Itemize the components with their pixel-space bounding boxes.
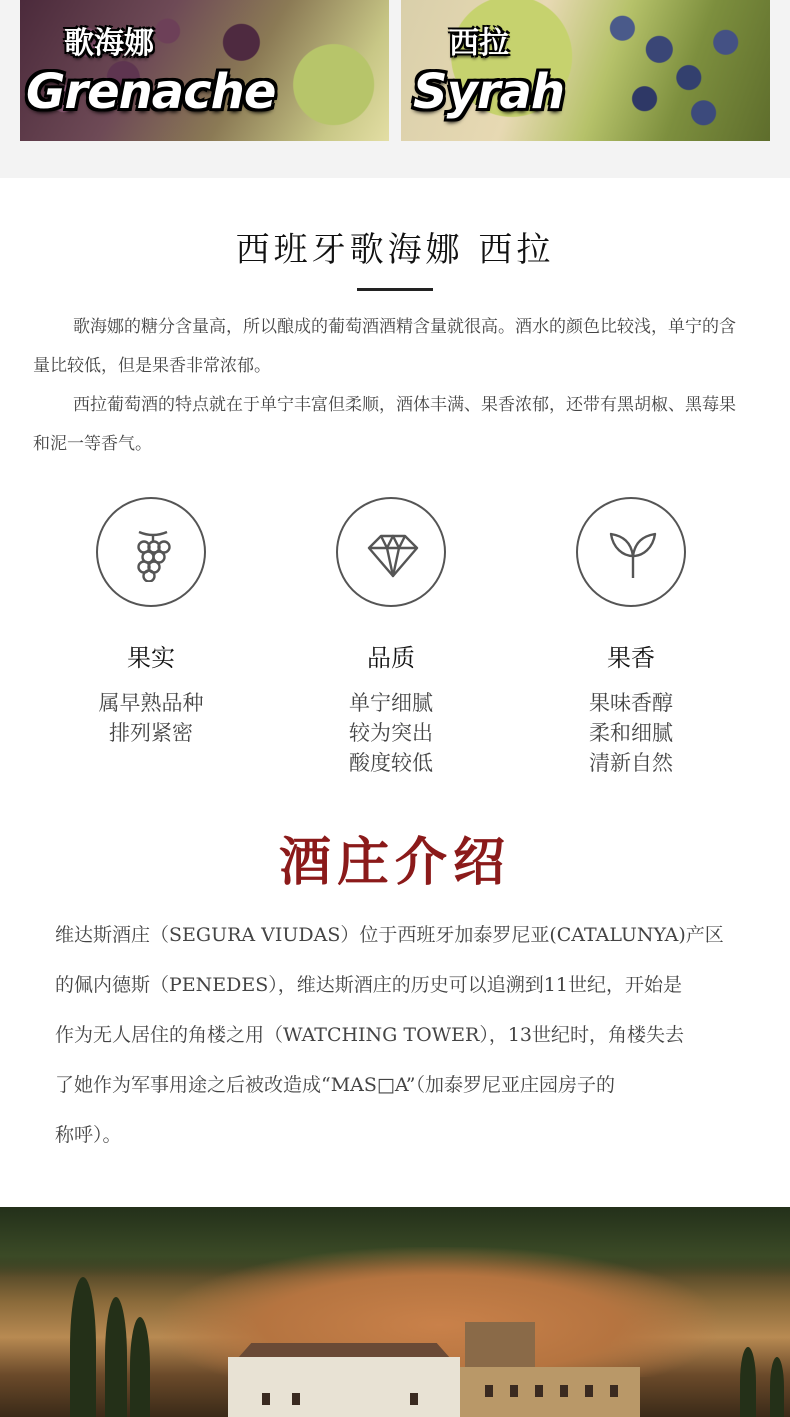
intro-paragraph-syrah: 西拉葡萄酒的特点就在于单宁丰富但柔顺，酒体丰满、果香浓郁，还带有黑胡椒、黑莓果和泥一等香气。: [33, 395, 736, 454]
winery-text-line: 的佩内德斯（PENEDES），维达斯酒庄的历史可以追溯到11世纪，开始是: [55, 974, 682, 996]
winery-text-line: 称呼）。: [55, 1124, 122, 1146]
winery-text-line: 作为无人居住的角楼之用（WATCHING TOWER），13世纪时，角楼失去: [55, 1024, 685, 1046]
syrah-image: [401, 0, 770, 141]
feature-aroma-line: 柔和细腻: [589, 721, 673, 745]
feature-quality-line: 较为突出: [349, 721, 433, 745]
diamond-icon: [365, 526, 421, 582]
feature-fruit-line: 属早熟品种: [98, 691, 204, 715]
grenache-image: [20, 0, 389, 141]
page-title: 西班牙歌海娜 西拉: [235, 230, 555, 270]
feature-aroma-desc: [531, 688, 731, 778]
title-divider: [357, 288, 433, 291]
feature-quality-badge: [336, 497, 446, 607]
grenache-label-zh: 歌海娜: [64, 26, 154, 61]
feature-quality-line: 单宁细腻: [349, 691, 433, 715]
winery-description: [55, 910, 745, 1160]
feature-quality-line: 酸度较低: [349, 751, 433, 775]
grape-banner: [0, 0, 790, 178]
grenache-label-en: Grenache: [26, 64, 276, 120]
feature-aroma-line: 清新自然: [589, 751, 673, 775]
intro-text: [33, 308, 738, 464]
feature-aroma-title: 果香: [607, 644, 655, 672]
feature-fruit-line: 排列紧密: [109, 721, 193, 745]
feature-quality-title: 品质: [367, 644, 415, 672]
feature-aroma-badge: [576, 497, 686, 607]
feature-aroma-line: 果味香醇: [589, 691, 673, 715]
intro-paragraph-grenache: 歌海娜的糖分含量高，所以酿成的葡萄酒酒精含量就很高。酒水的颜色比较浅，单宁的含量比较低，但是果香非常浓郁。: [33, 317, 736, 376]
winery-text-line: 了她作为军事用途之后被改造成“MAS□A”（加泰罗尼亚庄园房子的: [55, 1074, 616, 1096]
feature-fruit-badge: [96, 497, 206, 607]
syrah-label-en: Syrah: [413, 64, 565, 120]
syrah-label-zh: 西拉: [449, 26, 509, 61]
feature-fruit-desc: [51, 688, 251, 748]
feature-quality-desc: [291, 688, 491, 778]
winery-section-title: 酒庄介绍: [278, 832, 511, 893]
feature-fruit-title: 果实: [127, 644, 175, 672]
leaf-sprout-icon: [605, 526, 661, 582]
winery-photo: [0, 1207, 790, 1417]
grape-icon: [125, 526, 181, 582]
winery-text-line: 维达斯酒庄（SEGURA VIUDAS）位于西班牙加泰罗尼亚(CATALUNYA)产区: [55, 924, 724, 946]
